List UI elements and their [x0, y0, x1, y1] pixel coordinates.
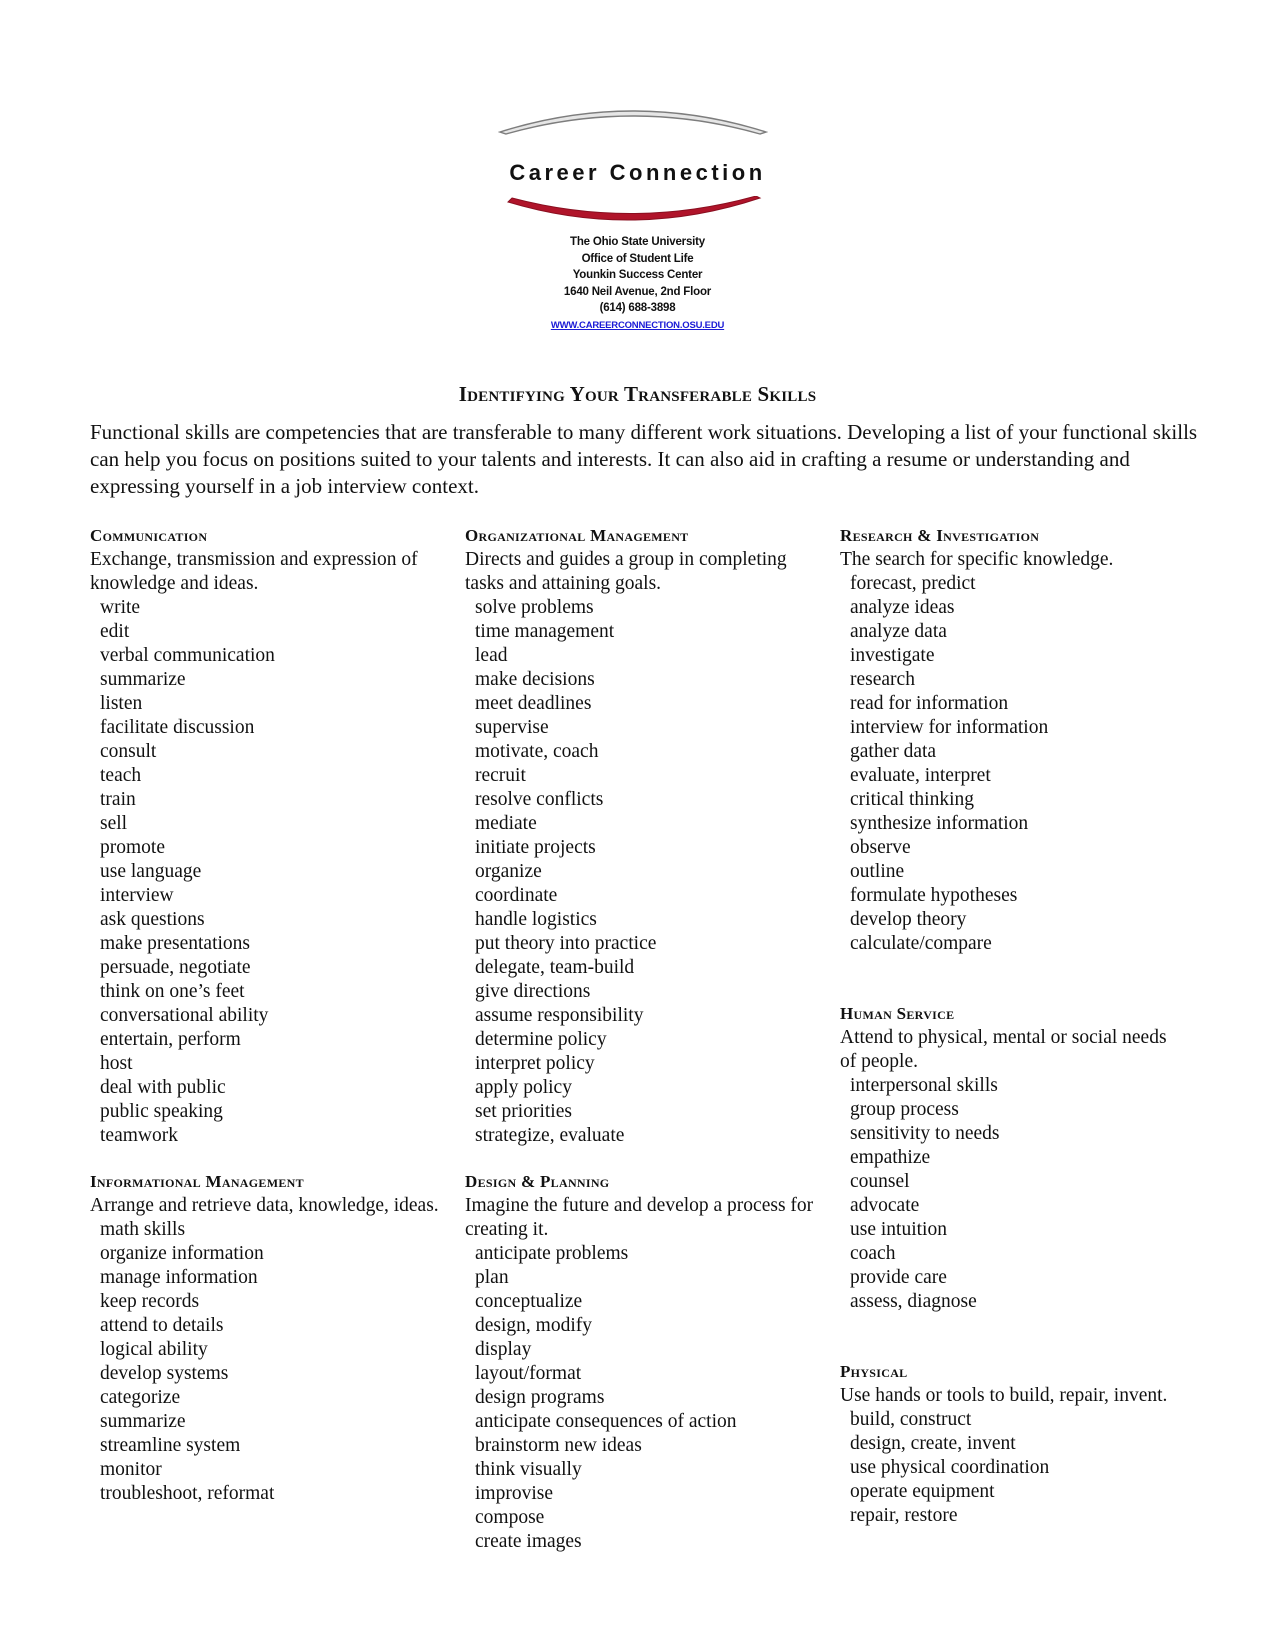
skill-list: [90, 596, 450, 1148]
skill-item: recruit: [475, 765, 526, 786]
skill-item: organize: [475, 861, 542, 882]
skill-item: host: [100, 1053, 133, 1074]
skill-item: design programs: [475, 1387, 605, 1408]
skill-item: empathize: [850, 1147, 931, 1168]
skill-section: [465, 1170, 825, 1554]
section-title: Human Service: [840, 1004, 955, 1023]
section-description: Use hands or tools to build, repair, invent.: [840, 1385, 1168, 1406]
skill-item: forecast, predict: [850, 573, 976, 594]
skill-item: teach: [100, 765, 142, 786]
skill-item: read for information: [850, 693, 1009, 714]
skill-item: keep records: [100, 1291, 200, 1312]
skill-item: manage information: [100, 1267, 258, 1288]
skill-item: sensitivity to needs: [850, 1123, 1000, 1144]
logo-title: Career Connection: [509, 160, 766, 185]
skill-item: design, create, invent: [850, 1433, 1016, 1454]
skill-section: [90, 524, 450, 1148]
skill-list: [465, 596, 825, 1148]
skill-item: interpersonal skills: [850, 1075, 998, 1096]
skill-item: math skills: [100, 1219, 186, 1240]
skill-item: coach: [850, 1243, 896, 1264]
intro-paragraph: Functional skills are competencies that are transferable to many different work situations. Developing a list of your functional skills can help you focus on positions suited to your talents and interests. It can also aid in crafting a resume or understanding and expressing yourself in a job interview context.: [90, 420, 1198, 498]
section-description: Attend to physical, mental or social needs of people.: [840, 1027, 1167, 1072]
skill-item: improvise: [475, 1483, 553, 1504]
skill-item: strategize, evaluate: [475, 1125, 625, 1146]
skill-item: conversational ability: [100, 1005, 269, 1026]
skill-item: repair, restore: [850, 1505, 958, 1526]
skill-item: anticipate consequences of action: [475, 1411, 737, 1432]
skill-item: meet deadlines: [475, 693, 592, 714]
skill-item: logical ability: [100, 1339, 208, 1360]
section-title: Organizational Management: [465, 526, 689, 545]
skill-item: listen: [100, 693, 143, 714]
skill-item: promote: [100, 837, 165, 858]
skill-item: create images: [475, 1531, 582, 1552]
skill-item: categorize: [100, 1387, 181, 1408]
skill-item: analyze data: [850, 621, 947, 642]
skill-item: teamwork: [100, 1125, 178, 1146]
skill-item: group process: [850, 1099, 959, 1120]
skills-column-2: [465, 524, 825, 1554]
organization-address: [0, 234, 1275, 334]
skill-item: display: [475, 1339, 532, 1360]
skill-item: formulate hypotheses: [850, 885, 1018, 906]
skill-list: [840, 572, 1170, 956]
skill-item: deal with public: [100, 1077, 226, 1098]
skills-column-3: [840, 524, 1170, 1528]
org-line-center: Younkin Success Center: [572, 269, 703, 281]
skill-section: [465, 524, 825, 1148]
skill-item: evaluate, interpret: [850, 765, 991, 786]
org-line-phone: (614) 688-3898: [599, 302, 676, 314]
skill-item: edit: [100, 621, 130, 642]
skill-item: observe: [850, 837, 911, 858]
skill-list: [465, 1242, 825, 1554]
skill-item: entertain, perform: [100, 1029, 241, 1050]
skills-column-1: [90, 524, 450, 1506]
section-title: Informational Management: [90, 1172, 304, 1191]
skill-item: delegate, team-build: [475, 957, 635, 978]
skill-item: motivate, coach: [475, 741, 599, 762]
skill-item: analyze ideas: [850, 597, 955, 618]
skill-item: brainstorm new ideas: [475, 1435, 642, 1456]
section-title: Design & Planning: [465, 1172, 610, 1191]
section-description: Exchange, transmission and expression of knowledge and ideas.: [90, 549, 418, 594]
skill-item: train: [100, 789, 136, 810]
skill-item: develop theory: [850, 909, 967, 930]
skill-item: ask questions: [100, 909, 205, 930]
skill-item: facilitate discussion: [100, 717, 255, 738]
section-description: Imagine the future and develop a process for creating it.: [465, 1195, 814, 1240]
skill-item: layout/format: [475, 1363, 582, 1384]
skill-item: supervise: [475, 717, 549, 738]
skill-item: handle logistics: [475, 909, 597, 930]
skill-item: time management: [475, 621, 615, 642]
skill-item: set priorities: [475, 1101, 572, 1122]
org-line-street: 1640 Neil Avenue, 2nd Floor: [563, 285, 712, 298]
skill-item: interview: [100, 885, 174, 906]
skill-item: monitor: [100, 1459, 162, 1480]
skill-item: synthesize information: [850, 813, 1029, 834]
skill-item: critical thinking: [850, 789, 975, 810]
skill-item: use language: [100, 861, 202, 882]
skill-item: think visually: [475, 1459, 582, 1480]
skill-item: develop systems: [100, 1363, 229, 1384]
skill-item: use intuition: [850, 1219, 947, 1240]
logo-arc-top: [498, 104, 768, 136]
skill-item: plan: [475, 1267, 509, 1288]
skill-list: [840, 1074, 1170, 1314]
section-title: Physical: [840, 1362, 908, 1381]
skill-item: initiate projects: [475, 837, 596, 858]
skill-item: put theory into practice: [475, 933, 657, 954]
skill-item: calculate/compare: [850, 933, 992, 954]
skill-item: coordinate: [475, 885, 558, 906]
skill-item: design, modify: [475, 1315, 592, 1336]
skill-item: consult: [100, 741, 157, 762]
skill-item: provide care: [850, 1267, 947, 1288]
org-line-office: Office of Student Life: [581, 252, 694, 265]
section-title: Communication: [90, 526, 208, 545]
skill-list: [840, 1408, 1170, 1528]
section-title: Research & Investigation: [840, 526, 1040, 545]
org-line-university: The Ohio State University: [570, 236, 705, 248]
skill-item: write: [100, 597, 141, 618]
skill-item: gather data: [850, 741, 937, 762]
skill-item: give directions: [475, 981, 591, 1002]
section-description: Directs and guides a group in completing tasks and attaining goals.: [465, 549, 787, 594]
skill-section: [840, 524, 1170, 956]
skill-item: sell: [100, 813, 128, 834]
document-title: Identifying Your Transferable Skills: [458, 382, 817, 406]
skill-item: summarize: [100, 1411, 186, 1432]
skill-item: make decisions: [475, 669, 595, 690]
website-link[interactable]: WWW.CAREERCONNECTION.OSU.EDU: [550, 319, 725, 331]
skill-item: interview for information: [850, 717, 1049, 738]
skill-item: persuade, negotiate: [100, 957, 251, 978]
skill-item: solve problems: [475, 597, 594, 618]
skill-item: resolve conflicts: [475, 789, 604, 810]
skill-item: attend to details: [100, 1315, 224, 1336]
skill-item: lead: [475, 645, 508, 666]
skill-item: conceptualize: [475, 1291, 583, 1312]
skill-item: mediate: [475, 813, 537, 834]
skill-item: assess, diagnose: [850, 1291, 977, 1312]
skill-item: troubleshoot, reformat: [100, 1483, 275, 1504]
skill-item: build, construct: [850, 1409, 972, 1430]
skill-item: assume responsibility: [475, 1005, 644, 1026]
skill-section: [90, 1170, 450, 1506]
skill-item: advocate: [850, 1195, 920, 1216]
skill-list: [90, 1218, 450, 1506]
skill-item: verbal communication: [100, 645, 275, 666]
skill-item: make presentations: [100, 933, 250, 954]
skill-item: determine policy: [475, 1029, 607, 1050]
skill-item: operate equipment: [850, 1481, 995, 1502]
skill-item: interpret policy: [475, 1053, 595, 1074]
logo-arc-bottom: [506, 196, 762, 226]
skill-item: summarize: [100, 669, 186, 690]
skill-item: compose: [475, 1507, 545, 1528]
skill-item: investigate: [850, 645, 935, 666]
skill-item: public speaking: [100, 1101, 223, 1122]
skill-item: counsel: [850, 1171, 910, 1192]
skill-item: streamline system: [100, 1435, 241, 1456]
section-description: The search for specific knowledge.: [840, 549, 1114, 570]
skill-item: outline: [850, 861, 905, 882]
skill-item: apply policy: [475, 1077, 572, 1098]
skill-item: use physical coordination: [850, 1457, 1050, 1478]
skill-item: organize information: [100, 1243, 264, 1264]
skill-section: [840, 1360, 1170, 1528]
skill-item: anticipate problems: [475, 1243, 629, 1264]
section-description: Arrange and retrieve data, knowledge, ideas.: [90, 1195, 439, 1216]
skill-item: research: [850, 669, 915, 690]
skill-section: [840, 1002, 1170, 1314]
skill-item: think on one’s feet: [100, 981, 245, 1002]
